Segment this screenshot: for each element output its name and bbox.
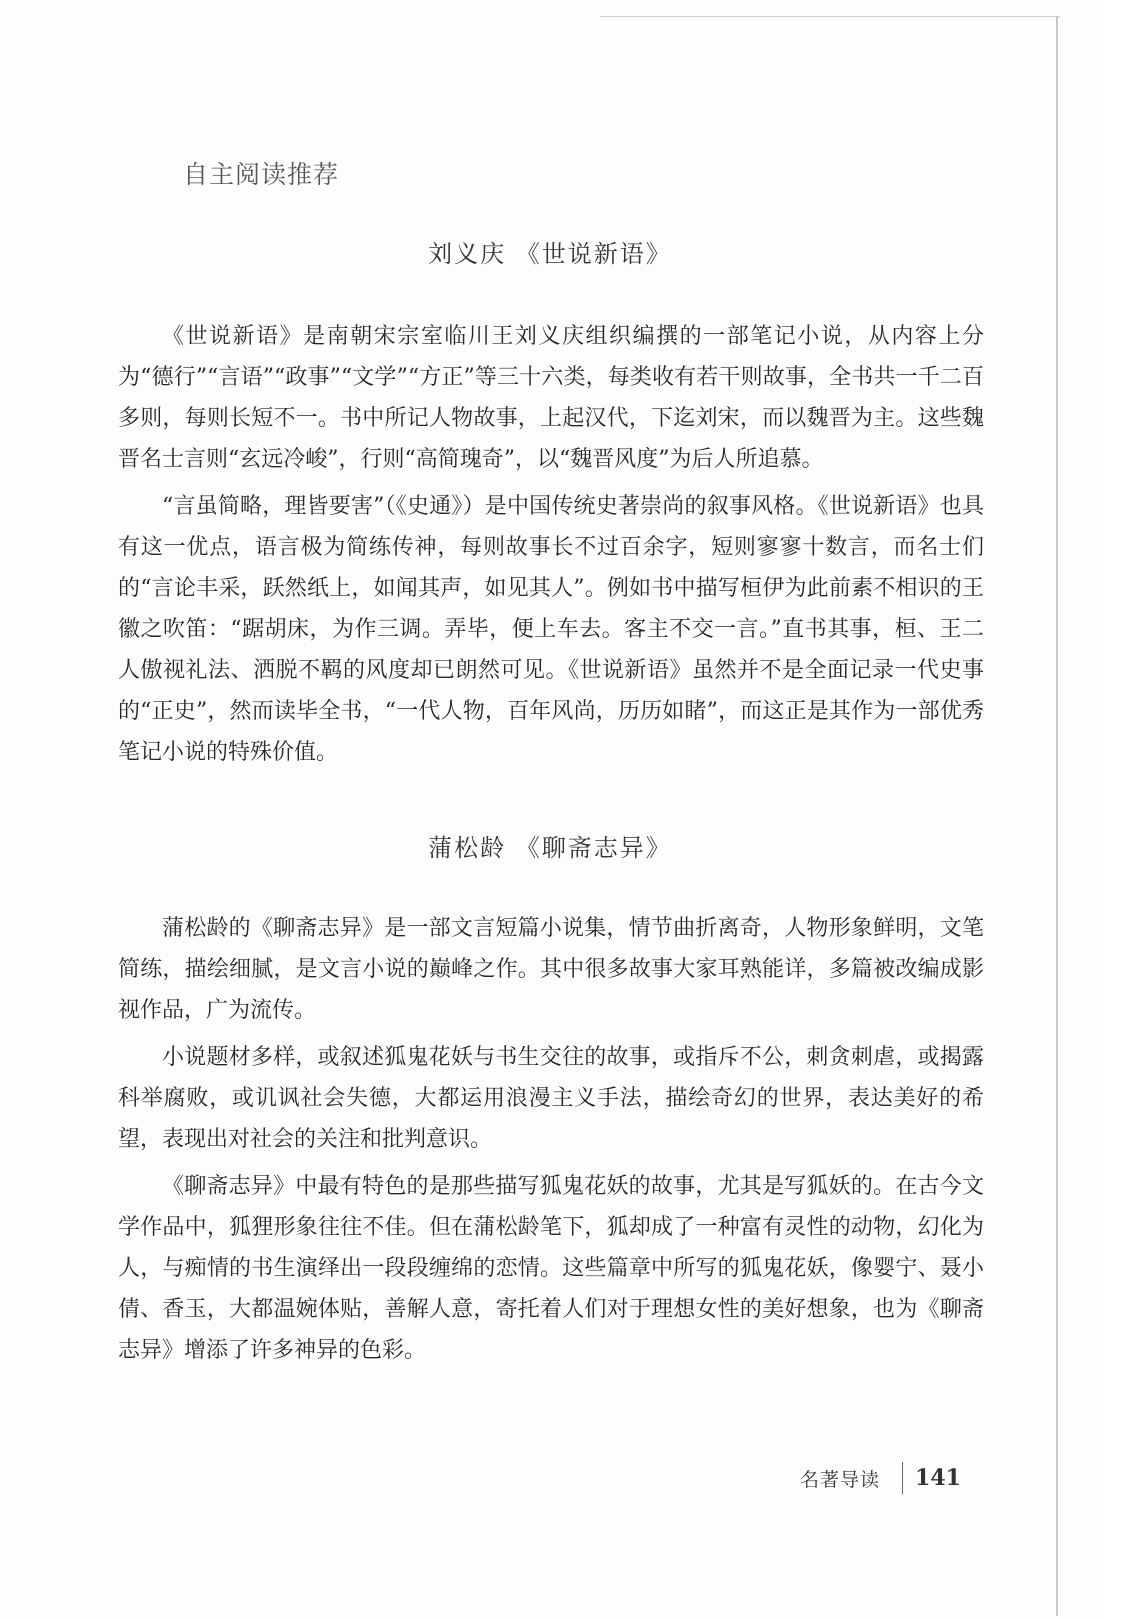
paragraph: 小说题材多样，或叙述狐鬼花妖与书生交往的故事，或指斥不公，刺贪刺虐，或揭露科举腐败，或讥讽社会失德，大都运用浪漫主义手法，描绘奇幻的世界，表达美好的希望，表现出对社会的关注和批判意识。	[118, 1045, 984, 1152]
page-footer	[800, 1458, 961, 1498]
paragraph: 《世说新语》是南朝宋宗室临川王刘义庆组织编撰的一部笔记小说，从内容上分为“德行”“言语”“政事”“文学”“方正”等三十六类，每类收有若干则故事，全书共一千二百多则，每则长短不一。书中所记人物故事，上起汉代，下迄刘宋，而以魏晋为主。这些魏晋名士言则“玄远冷峻”，行则“高简瑰奇”，以“魏晋风度”为后人所追慕。	[118, 324, 984, 472]
page-top-edge	[600, 16, 1060, 17]
book-title-shishuo: 刘义庆 《世说新语》	[428, 240, 672, 268]
paragraph: 蒲松龄的《聊斋志异》是一部文言短篇小说集，情节曲折离奇，人物形象鲜明，文笔简练，描绘细腻，是文言小说的巅峰之作。其中很多故事大家耳熟能详，多篇被改编成影视作品，广为流传。	[118, 916, 984, 1023]
footer-divider	[902, 1462, 903, 1494]
page-number: 141	[915, 1465, 961, 1491]
book-description-shishuo	[118, 316, 984, 779]
footer-section-label: 名著导读	[800, 1468, 881, 1491]
book-description-liaozhai	[118, 908, 984, 1377]
book-title-liaozhai: 蒲松龄 《聊斋志异》	[428, 834, 672, 862]
paragraph: 《聊斋志异》中最有特色的是那些描写狐鬼花妖的故事，尤其是写狐妖的。在古今文学作品中，狐狸形象往往不佳。但在蒲松龄笔下，狐却成了一种富有灵性的动物，幻化为人，与痴情的书生演绎出一段段缠绵的恋情。这些篇章中所写的狐鬼花妖，像婴宁、聂小倩、香玉，大都温婉体贴，善解人意，寄托着人们对于理想女性的美好想象，也为《聊斋志异》增添了许多神异的色彩。	[118, 1174, 984, 1363]
section-heading: 自主阅读推荐	[183, 160, 340, 189]
paragraph: “言虽简略，理皆要害”（《史通》）是中国传统史著崇尚的叙事风格。《世说新语》也具有这一优点，语言极为简练传神，每则故事长不过百余字，短则寥寥十数言，而名士们的“言论丰采，跃然纸上，如闻其声，如见其人”。例如书中描写桓伊为此前素不相识的王徽之吹笛：“踞胡床，为作三调。弄毕，便上车去。客主不交一言。”直书其事，桓、王二人傲视礼法、洒脱不羁的风度却已朗然可见。《世说新语》虽然并不是全面记录一代史事的“正史”，然而读毕全书，“一代人物，百年风尚，历历如睹”，而这正是其作为一部优秀笔记小说的特殊价值。	[118, 494, 984, 765]
